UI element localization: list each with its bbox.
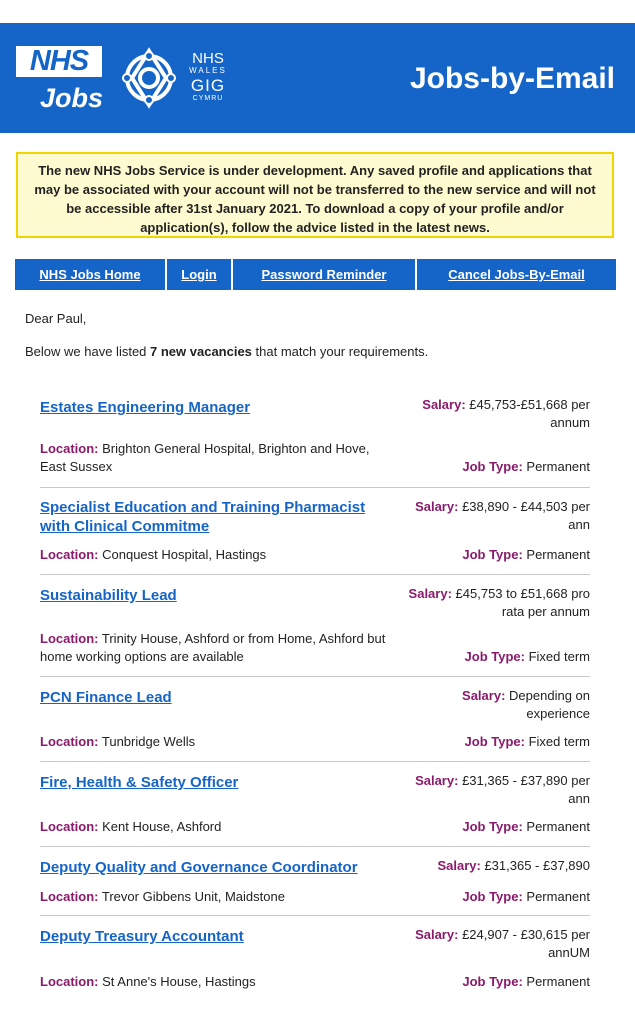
job-salary — [415, 498, 590, 534]
job-location — [40, 888, 285, 906]
job-listing — [40, 498, 590, 575]
page-title: Jobs-by-Email — [409, 62, 615, 95]
jobs-logo-text: Jobs — [40, 83, 104, 113]
salary-value: £45,753 to £51,668 pro — [455, 586, 590, 601]
job-salary — [462, 687, 590, 723]
job-salary — [415, 926, 590, 962]
nav-nhs-jobs-home-link[interactable]: NHS Jobs Home — [15, 259, 165, 290]
job-type-value: Permanent — [526, 889, 590, 904]
job-type-value: Permanent — [526, 819, 590, 834]
job-type — [462, 546, 590, 564]
salary-label: Salary: — [437, 858, 481, 873]
job-title-line1[interactable]: Specialist Education and Training Pharmacist — [40, 499, 366, 516]
job-type-label: Job Type: — [462, 819, 523, 834]
job-location — [40, 630, 385, 666]
job-type-value: Permanent — [526, 547, 590, 562]
service-notice: The new NHS Jobs Service is under development. Any saved profile and applications that may be associated with your account will not be transferred to the new service and will not be accessible after 31st January 2021. To download a copy of your profile and/or application(s), follow the advice listed in the latest news. — [16, 152, 614, 238]
location-value: Conquest Hospital, Hastings — [102, 547, 267, 562]
job-type-label: Job Type: — [462, 459, 523, 474]
nhs-wales-emblem-icon — [118, 47, 180, 109]
job-salary — [437, 857, 590, 875]
salary-label: Salary: — [462, 688, 506, 703]
job-type — [465, 648, 590, 666]
location-value: Trinity House, Ashford or from Home, Ashford but — [101, 631, 386, 646]
wales-wales-text: WALES — [189, 66, 227, 75]
job-type-label: Job Type: — [464, 649, 525, 664]
job-title-link[interactable]: Deputy Treasury Accountant — [40, 928, 244, 945]
location-label: Location: — [40, 974, 99, 989]
job-type-label: Job Type: — [462, 974, 523, 989]
job-title-link[interactable] — [40, 498, 365, 536]
salary-value-cont: rata per annum — [501, 604, 590, 619]
nav-bar — [15, 259, 616, 290]
salary-label: Salary: — [415, 499, 459, 514]
job-salary — [409, 585, 590, 621]
job-location — [40, 818, 221, 836]
salary-value-cont: annum — [550, 415, 590, 430]
location-value-cont: home working options are available — [40, 649, 244, 664]
location-value: Tunbridge Wells — [101, 734, 196, 749]
location-label: Location: — [40, 441, 99, 456]
salary-value-cont: ann — [568, 791, 590, 806]
job-type-value: Fixed term — [528, 649, 590, 664]
salary-label: Salary: — [422, 397, 466, 412]
job-type-value: Permanent — [526, 974, 590, 989]
job-listing — [40, 396, 590, 488]
job-listing — [40, 585, 590, 677]
job-title-link[interactable]: Estates Engineering Manager — [40, 399, 251, 416]
location-label: Location: — [40, 547, 99, 562]
wales-nhs-text: NHS — [192, 50, 224, 67]
greeting-text: Dear Paul, — [25, 311, 87, 326]
job-location — [40, 546, 266, 564]
salary-value: £45,753-£51,668 per — [469, 397, 590, 412]
job-type-value: Fixed term — [528, 734, 590, 749]
location-label: Location: — [40, 631, 99, 646]
job-location — [40, 440, 370, 476]
location-value: St Anne's House, Hastings — [102, 974, 256, 989]
salary-value: £31,365 - £37,890 per — [462, 773, 590, 788]
salary-value: £38,890 - £44,503 per — [462, 499, 590, 514]
job-salary — [415, 772, 590, 808]
job-type — [465, 733, 590, 751]
location-value: Kent House, Ashford — [102, 819, 222, 834]
job-type — [462, 888, 590, 906]
salary-value: Depending on — [509, 688, 590, 703]
job-title-line2[interactable]: with Clinical Commitme — [40, 518, 210, 535]
wales-gig-text: GIG — [190, 76, 226, 95]
salary-value-cont: experience — [526, 706, 590, 721]
intro-suffix: that match your requirements. — [251, 344, 429, 359]
job-location — [40, 973, 256, 991]
job-title-link[interactable]: Fire, Health & Safety Officer — [40, 774, 239, 791]
nav-cancel-jobs-by-email-link[interactable]: Cancel Jobs-By-Email — [417, 259, 616, 290]
location-label: Location: — [40, 889, 99, 904]
job-type-value: Permanent — [526, 459, 590, 474]
job-listing — [40, 687, 590, 762]
salary-label: Salary: — [415, 773, 459, 788]
job-type — [462, 458, 590, 476]
job-type — [462, 818, 590, 836]
location-value-cont: East Sussex — [40, 459, 113, 474]
job-type-label: Job Type: — [462, 889, 523, 904]
vacancy-count: 7 new vacancies — [150, 344, 252, 359]
nhs-wales-wordmark — [186, 51, 230, 102]
salary-value-cont: ann — [568, 517, 590, 532]
wales-cymru-text: CYMRU — [192, 95, 224, 102]
job-title-link[interactable]: Deputy Quality and Governance Coordinator — [40, 859, 358, 876]
location-value: Brighton General Hospital, Brighton and Hove, — [102, 441, 370, 456]
intro-text — [25, 343, 428, 361]
location-label: Location: — [40, 819, 99, 834]
job-listing — [40, 772, 590, 847]
job-title-link[interactable]: PCN Finance Lead — [40, 689, 172, 706]
job-listing — [40, 926, 590, 996]
site-header — [0, 23, 635, 133]
salary-value: £24,907 - £30,615 per — [462, 927, 590, 942]
salary-label: Salary: — [415, 927, 459, 942]
salary-label: Salary: — [408, 586, 452, 601]
salary-value: £31,365 - £37,890 — [484, 858, 590, 873]
nhs-logo[interactable]: NHS — [16, 46, 102, 77]
job-type-label: Job Type: — [464, 734, 525, 749]
salary-value-cont: annUM — [548, 945, 590, 960]
nav-password-reminder-link[interactable]: Password Reminder — [233, 259, 415, 290]
intro-prefix: Below we have listed — [25, 344, 151, 359]
location-label: Location: — [40, 734, 99, 749]
job-listing — [40, 857, 590, 916]
job-type — [462, 973, 590, 991]
nav-login-link[interactable]: Login — [167, 259, 231, 290]
job-type-label: Job Type: — [462, 547, 523, 562]
job-location — [40, 733, 195, 751]
job-salary — [422, 396, 590, 432]
location-value: Trevor Gibbens Unit, Maidstone — [101, 889, 285, 904]
job-title-link[interactable]: Sustainability Lead — [40, 587, 177, 604]
